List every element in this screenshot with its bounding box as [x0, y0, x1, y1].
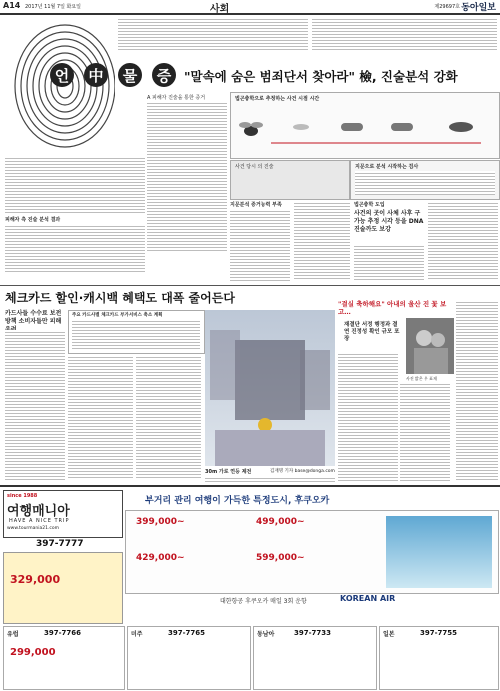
- ad-bottom-row: [3, 626, 497, 688]
- card-headline: 체크카드 할인·캐시백 혜택도 대폭 줄어든다: [5, 291, 235, 305]
- ad-region-1: 유럽: [7, 631, 19, 638]
- title-circle-3: 물: [118, 63, 142, 87]
- divider: [0, 285, 500, 286]
- lead-text-col-5: [354, 244, 424, 281]
- ad-since: since 1988: [7, 493, 38, 499]
- ad-price-grid: [125, 510, 499, 594]
- photo-credit: 김재명 기자 base@donga.com: [270, 469, 335, 474]
- lead-text-col-2: [5, 224, 145, 272]
- card-text-col-2: [68, 355, 133, 480]
- page-date: 2017년 11월 7일 화요일: [25, 4, 82, 10]
- ad-price-1: 329,000: [10, 573, 61, 586]
- ad-promo-1: [3, 552, 123, 624]
- intro-text-block: [118, 17, 308, 51]
- side-text-col-2: [400, 382, 450, 482]
- side-text-col-3: [456, 300, 498, 482]
- card-text-col-1: [5, 330, 65, 480]
- pupa-icon: [449, 122, 473, 132]
- lead-text-col-0: [5, 156, 145, 214]
- ad-region-3: 동남아: [257, 631, 275, 638]
- ad-slogan: HAVE A NICE TRIP: [9, 518, 70, 524]
- ad-promo: 대한항공 후쿠오카 매일 3회 운항: [220, 598, 307, 605]
- ad-web: www.tourmania21.com: [7, 526, 59, 531]
- lead-subhead-4: 지문분석 증거능력 부족: [230, 202, 282, 208]
- lead-text-col-6: [428, 201, 498, 281]
- ad-grid-price-1: 399,000~: [136, 517, 185, 527]
- ad-photo: [386, 516, 492, 588]
- lead-text-col-4: [294, 201, 350, 281]
- title-circle-2: 中: [84, 63, 108, 87]
- side-photo: [406, 318, 454, 374]
- ad-headline: 부거리 관리 여행이 가득한 특정도시, 후쿠오카: [145, 496, 330, 506]
- ad-grid-price-3: 429,000~: [136, 553, 185, 563]
- card-table: [68, 310, 205, 354]
- insect-diagram-title: 법곤충학으로 추정하는 사건 시점 시간: [235, 96, 320, 102]
- festival-photo: [205, 310, 335, 466]
- ad-phone: 397-7777: [36, 539, 84, 549]
- page-number: A14: [3, 1, 21, 10]
- side-text-col-1: [338, 352, 398, 482]
- title-circle-1: 언: [50, 63, 74, 87]
- ad-region-2: 미주: [131, 631, 143, 638]
- caption-text: [205, 476, 335, 482]
- lead-text-col-1: [147, 101, 227, 251]
- ad-airline: KOREAN AIR: [340, 594, 396, 603]
- ad-phone-4: 397-7755: [420, 629, 457, 637]
- ad-phone-3: 397-7733: [294, 629, 331, 637]
- box-info: [350, 160, 500, 200]
- lead-headline: "말속에 숨은 범죄단서 찾아라" 檢, 진술분석 강화: [184, 69, 458, 84]
- insect-diagram: [230, 92, 500, 159]
- title-circle-4: 증: [152, 63, 176, 87]
- card-text-col-3: [136, 355, 201, 480]
- evidence-photo-label: 사건 당시 의 진술: [235, 164, 274, 170]
- side-subheadline: 재결단 서정 행정과 결 연 진정성 확인 규모 포장: [344, 322, 400, 342]
- ad-grid-price-4: 599,000~: [256, 553, 305, 563]
- lead-text-col-3: [230, 209, 290, 281]
- lead-subhead-3: 피해자 측 진술 분석 결과: [5, 217, 61, 223]
- ad-phone-1: 397-7766: [44, 629, 81, 637]
- ad-region-4: 일본: [383, 631, 395, 638]
- box-info-title: 지문으로 분석 시작하는 검사: [355, 164, 419, 170]
- side-photo-caption: 사진 밝은 우 표재: [406, 376, 437, 381]
- lead-subhead-1: A 피해자 진술을 통한 증거: [147, 95, 206, 101]
- evidence-photo: [230, 160, 350, 200]
- section-title: 사회: [210, 4, 230, 15]
- ad-price-2: 299,000: [10, 647, 56, 658]
- egg-icon: [293, 124, 309, 130]
- ad-grid-price-2: 499,000~: [256, 517, 305, 527]
- ad-brand: 여행매니아: [7, 504, 70, 519]
- side-headline: "결실 축하해요" 아내의 울산 진 꽃 보고…: [338, 300, 447, 316]
- card-subheadline: 카드사들 수수료 보전 방책 소비자들만 피해: [5, 310, 62, 325]
- photo-caption: 30m 가로 연등 제전: [205, 469, 252, 475]
- ad-divider: [0, 485, 500, 487]
- issue-number: 제29697호: [434, 4, 460, 10]
- intro-text-block-right: [312, 17, 497, 51]
- travel-ad-logo-box: [3, 490, 123, 538]
- larva-icon: [341, 123, 363, 131]
- lead-highlight: 사건의 곳이 사체 사후 구 가능 추정 시각 등을 DNA 진술까도 보강: [354, 210, 424, 233]
- page-header: [0, 0, 500, 15]
- ad-phone-2: 397-7765: [168, 629, 205, 637]
- ad-headline-bar: [125, 490, 497, 508]
- paper-logo: 동아일보: [461, 3, 496, 13]
- card-table-title: 주요 카드사별 체크카드 부가서비스 축소 계획: [72, 313, 163, 318]
- lead-subhead-5: 법곤충학 도입: [354, 202, 385, 208]
